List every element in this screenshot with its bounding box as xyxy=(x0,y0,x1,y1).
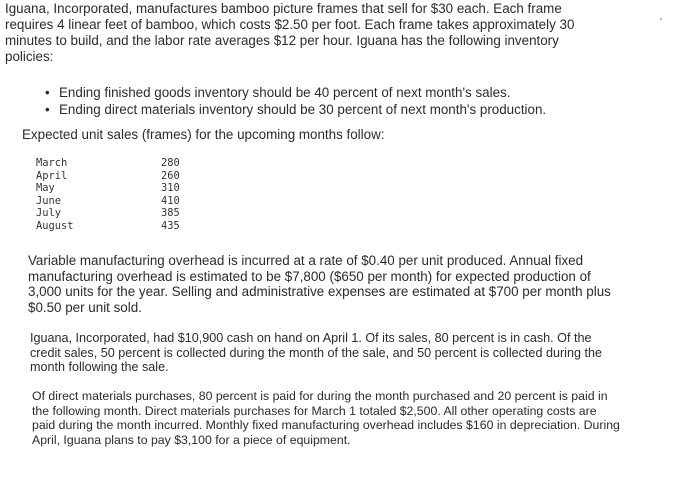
table-row xyxy=(36,157,180,170)
table-row xyxy=(36,207,180,220)
units-cell: 310 xyxy=(161,182,180,194)
policy-item xyxy=(43,101,546,118)
expected-sales-heading: Expected unit sales (frames) for the upcoming months follow: xyxy=(22,127,385,142)
units-cell: 435 xyxy=(161,219,180,232)
units-cell: 385 xyxy=(161,207,180,219)
bullet-icon: • xyxy=(45,102,50,117)
policy-text: Ending finished goods inventory should be 40 percent of next month's sales. xyxy=(59,85,511,100)
table-row xyxy=(36,170,180,183)
inventory-policies-list xyxy=(43,84,546,118)
table-row xyxy=(36,195,180,208)
table-row xyxy=(36,220,180,233)
month-cell: August xyxy=(36,219,74,232)
units-cell: 280 xyxy=(161,157,180,169)
month-cell: March xyxy=(36,157,68,169)
policy-text: Ending direct materials inventory should be 30 percent of next month's production. xyxy=(59,102,547,117)
units-cell: 410 xyxy=(161,194,180,207)
month-cell: June xyxy=(36,194,62,207)
month-cell: April xyxy=(36,169,68,182)
month-cell: July xyxy=(36,207,62,219)
policy-item xyxy=(43,84,546,101)
cash-paragraph: Iguana, Incorporated, had $10,900 cash on hand on April 1. Of its sales, 80 percent is in cash. Of the credit sales, 50 percent is collected during the month of the sale, and 50 percent is collected during the month following the sale. xyxy=(30,331,602,374)
bullet-icon: • xyxy=(45,85,50,100)
purchases-paragraph: Of direct materials purchases, 80 percent is paid for during the month purchased and 20 percent is paid in the following month. Direct materials purchases for March 1 totaled $2,500. All other operating costs are paid during the month incurred. Monthly fixed manufacturing overhead includes $160 in depreciation. During April, Iguana plans to pay $3,100 for a piece of equipment. xyxy=(32,389,620,447)
overhead-paragraph: Variable manufacturing overhead is incurred at a rate of $0.40 per unit produced. Annual fixed manufacturing overhead is estimated to be $7,800 ($650 per month) for expected production of 3,000 units for the year. Selling and administrative expenses are estimated at $700 per month plus $0.50 per unit sold. xyxy=(28,253,611,315)
table-row xyxy=(36,182,180,195)
expected-sales-table xyxy=(36,157,180,232)
units-cell: 260 xyxy=(161,169,180,182)
speck-mark xyxy=(660,18,662,20)
month-cell: May xyxy=(36,182,55,194)
intro-paragraph: Iguana, Incorporated, manufactures bamboo picture frames that sell for $30 each. Each frame requires 4 linear feet of bamboo, which costs $2.50 per foot. Each frame takes approximately 30 minutes to build, and the labor rate averages $12 per hour. Iguana has the following inventory policies: xyxy=(5,1,575,64)
